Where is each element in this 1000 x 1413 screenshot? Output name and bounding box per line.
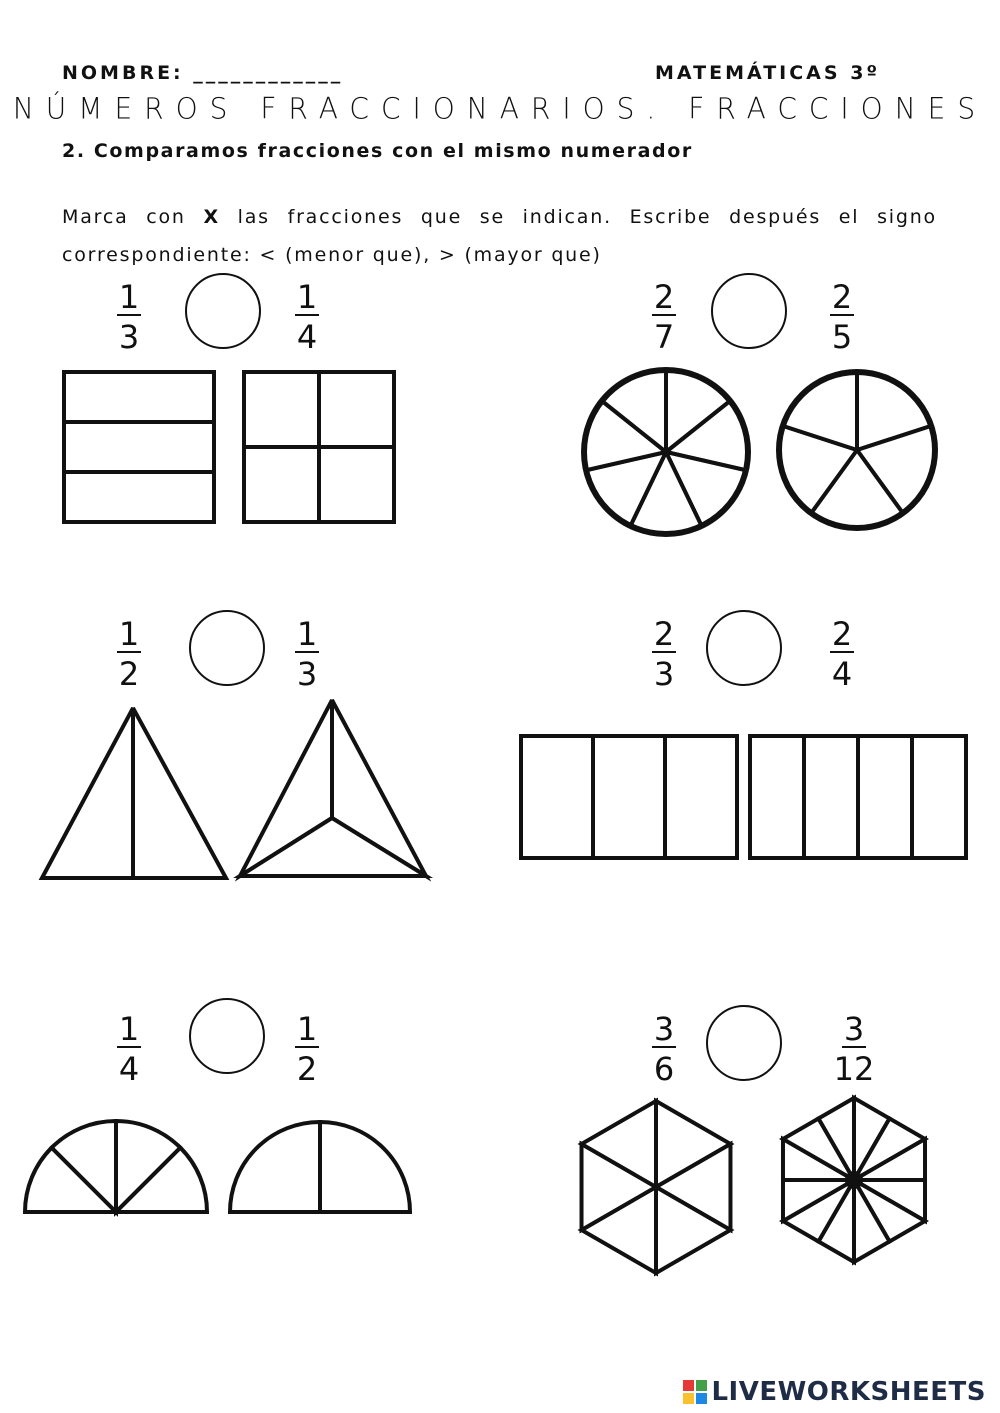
liveworksheets-logo-text: LIVEWORKSHEETS	[711, 1377, 986, 1407]
fraction-left	[634, 277, 694, 357]
denominator: 6	[653, 1050, 675, 1088]
comparison-sign-circle[interactable]	[711, 273, 787, 349]
semicircle-half-part[interactable]	[320, 1122, 410, 1212]
denominator: 4	[118, 1050, 140, 1088]
denominator: 4	[831, 655, 853, 693]
fraction-left	[634, 614, 694, 694]
denominator: 7	[653, 318, 675, 356]
fraction-left	[99, 1009, 159, 1089]
rectangles-figure	[517, 730, 972, 862]
square-quarter-part[interactable]	[319, 447, 394, 522]
fraction-left	[634, 1009, 694, 1089]
numerator: 3	[843, 1010, 865, 1048]
square-quarter-part[interactable]	[244, 447, 319, 522]
denominator: 3	[118, 318, 140, 356]
hexagons-figure	[570, 1092, 950, 1277]
logo-square	[696, 1380, 707, 1391]
rectangle-quarter-part[interactable]	[912, 736, 966, 858]
numerator: 2	[831, 278, 853, 316]
comparison-sign-circle[interactable]	[189, 998, 265, 1074]
circles-figure	[580, 362, 950, 542]
denominator: 3	[653, 655, 675, 693]
square-third-part[interactable]	[64, 422, 214, 472]
denominator: 2	[118, 655, 140, 693]
semicircle-quarters	[25, 1121, 207, 1212]
hexagon-twelfths	[783, 1098, 925, 1262]
semicircles-figure	[20, 1115, 420, 1220]
worksheet-title: NÚMEROS FRACCIONARIOS. FRACCIONES	[12, 91, 988, 126]
name-field-label[interactable]: NOMBRE: ____________	[62, 62, 344, 84]
fraction-left	[99, 614, 159, 694]
numerator: 3	[653, 1010, 675, 1048]
circle-sevenths	[584, 370, 748, 534]
fraction-right	[277, 1009, 337, 1089]
triangles-figure	[38, 700, 433, 885]
comparison-sign-circle[interactable]	[185, 273, 261, 349]
subject-label: MATEMÁTICAS 3º	[655, 62, 881, 84]
instructions-text-1: Marca con	[62, 206, 186, 228]
numerator: 2	[653, 615, 675, 653]
fraction-right	[277, 277, 337, 357]
numerator: 1	[296, 1010, 318, 1048]
fraction-right	[812, 614, 872, 694]
numerator: 2	[653, 278, 675, 316]
numerator: 1	[296, 615, 318, 653]
semicircle-halves	[230, 1122, 410, 1212]
rectangle-third-part[interactable]	[521, 736, 593, 858]
hexagon-sixths	[582, 1101, 731, 1273]
denominator: 4	[296, 318, 318, 356]
denominator: 5	[831, 318, 853, 356]
instructions-mark: X	[203, 206, 220, 228]
logo-square	[683, 1393, 694, 1404]
squares-figure	[60, 368, 400, 526]
denominator: 12	[833, 1050, 875, 1088]
instructions	[62, 198, 937, 274]
comparison-sign-circle[interactable]	[706, 610, 782, 686]
logo-square	[683, 1380, 694, 1391]
fraction-right	[824, 1009, 884, 1089]
rectangle-quarter-part[interactable]	[858, 736, 912, 858]
circle-fifths	[779, 372, 935, 528]
instructions-text-2: las fracciones que se indican. Escribe después el signo correspondiente: < (menor que), > (mayor que)	[62, 206, 937, 266]
triangle-half-part[interactable]	[133, 708, 226, 878]
section-number: 2.	[62, 140, 86, 162]
numerator: 1	[296, 278, 318, 316]
rectangle-quarter-part[interactable]	[804, 736, 858, 858]
square-third-part[interactable]	[64, 372, 214, 422]
numerator: 1	[118, 1010, 140, 1048]
denominator: 2	[296, 1050, 318, 1088]
liveworksheets-logo-icon	[683, 1380, 707, 1404]
comparison-sign-circle[interactable]	[706, 1005, 782, 1081]
logo-square	[696, 1393, 707, 1404]
semicircle-half-part[interactable]	[230, 1122, 320, 1212]
square-quarter-part[interactable]	[244, 372, 319, 447]
section-heading-text: Comparamos fracciones con el mismo numerador	[93, 140, 693, 162]
comparison-sign-circle[interactable]	[189, 610, 265, 686]
fraction-right	[812, 277, 872, 357]
numerator: 1	[118, 278, 140, 316]
numerator: 2	[831, 615, 853, 653]
hexagon-center-dot	[845, 1171, 863, 1189]
liveworksheets-logo[interactable]	[683, 1377, 986, 1407]
fraction-right	[277, 614, 337, 694]
section-heading	[62, 140, 693, 162]
numerator: 1	[118, 615, 140, 653]
rectangle-third-part[interactable]	[665, 736, 737, 858]
rectangle-third-part[interactable]	[593, 736, 665, 858]
square-quarter-part[interactable]	[319, 372, 394, 447]
fraction-left	[99, 277, 159, 357]
triangle-half-part[interactable]	[42, 708, 133, 878]
rectangle-quarter-part[interactable]	[750, 736, 804, 858]
denominator: 3	[296, 655, 318, 693]
square-third-part[interactable]	[64, 472, 214, 522]
